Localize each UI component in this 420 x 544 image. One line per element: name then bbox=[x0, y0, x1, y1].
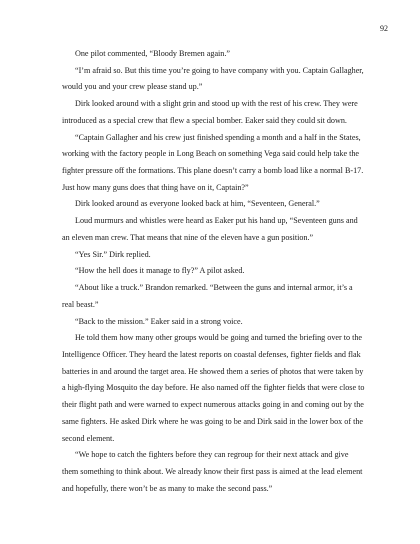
body-text bbox=[62, 46, 365, 497]
paragraph: “Yes Sir.” Dirk replied. bbox=[75, 249, 151, 259]
paragraph: Dirk looked around with a slight grin and stood up with the rest of his crew. They were introduced as a special crew that flew a special bomber. Eaker said they could sit down. bbox=[62, 99, 358, 125]
paragraph: “Captain Gallagher and his crew just finished spending a month and a half in the States, working with the factory people in Long Beach on something Vega said could help take the fighter pressure off the formations. This plane doesn’t carry a bomb load like a normal B-17. Just how many guns does that thing have on it, Captain?” bbox=[62, 132, 364, 192]
paragraph: “About like a truck.” Brandon remarked. “Between the guns and internal armor, it’s a real beast.” bbox=[62, 283, 353, 309]
paragraph: “How the hell does it manage to fly?” A pilot asked. bbox=[75, 266, 245, 276]
paragraph: He told them how many other groups would be going and turned the briefing over to the Intelligence Officer. They heard the latest reports on coastal defenses, fighter fields and flak batteries in and around the target area. He showed them a series of photos that were taken by a high-flying Mosquito the day before. He also named off the fighter fields that were close to their flight path and were warned to expect numerous attacks going in and coming out by the same fighters. He asked Dirk where he was going to be and Dirk said in the lower box of the second element. bbox=[62, 333, 365, 443]
paragraph: “I’m afraid so. But this time you’re going to have company with you. Captain Gallagher, would you and your crew please stand up.” bbox=[62, 65, 364, 92]
paragraph: Loud murmurs and whistles were heard as Eaker put his hand up, “Seventeen guns and an eleven man crew. That means that nine of the eleven have a gun position.” bbox=[62, 216, 358, 242]
paragraph: “We hope to catch the fighters before they can regroup for their next attack and give them something to think about. We already know their first pass is aimed at the lead element and hopefully, there won’t be as many to make the second pass.” bbox=[62, 450, 363, 493]
page-number: 92 bbox=[380, 24, 388, 33]
paragraph: Dirk looked around as everyone looked back at him, “Seventeen, General.” bbox=[75, 199, 320, 209]
paragraph: One pilot commented, “Bloody Bremen again.” bbox=[75, 49, 231, 58]
paragraph: “Back to the mission.” Eaker said in a strong voice. bbox=[75, 316, 243, 326]
